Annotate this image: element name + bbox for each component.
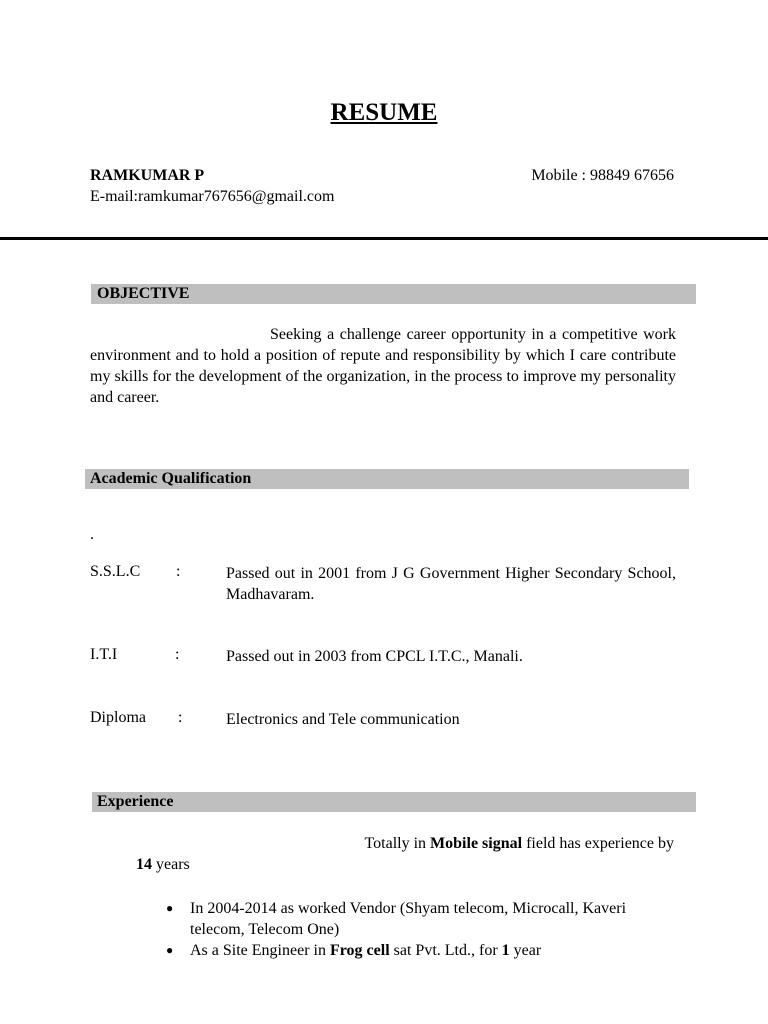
- experience-heading: Experience: [92, 792, 696, 812]
- item-company: Frog cell: [329, 942, 390, 959]
- qualification-colon: :: [176, 563, 181, 580]
- item-prefix: As a Site Engineer in: [190, 942, 330, 959]
- objective-heading: OBJECTIVE: [91, 284, 696, 304]
- qualification-label: S.S.L.C: [90, 563, 141, 580]
- mobile-line: [531, 167, 674, 185]
- qualification-value: Passed out in 2001 from J G Government Higher Secondary School, Madhavaram.: [226, 565, 676, 603]
- header-divider: [0, 237, 768, 240]
- qualification-colon: :: [175, 646, 180, 663]
- qualification-colon: :: [178, 709, 183, 726]
- qualification-label: Diploma: [90, 709, 146, 726]
- item-suffix: year: [509, 942, 542, 959]
- objective-paragraph: [90, 324, 676, 408]
- academic-heading: Academic Qualification: [85, 469, 689, 489]
- summary-prefix: Totally in: [364, 835, 431, 852]
- years-number: 14: [136, 856, 152, 873]
- list-item-text: In 2004-2014 as worked Vendor (Shyam telecom, Microcall, Kaveri telecom, Telecom One): [190, 900, 627, 938]
- summary-field: Mobile signal: [430, 835, 523, 852]
- academic-marker: .: [90, 526, 94, 543]
- qualification-value: Electronics and Tele communication: [226, 711, 460, 728]
- objective-text: Seeking a challenge career opportunity in a competitive work environment and to hold a position of repute and responsibility by which I care contribute my skills for the development of the organization, in the process to improve my personality and career.: [90, 326, 676, 406]
- resume-title: RESUME: [330, 99, 438, 126]
- bullet-icon: ●: [166, 943, 174, 957]
- experience-summary: [365, 835, 675, 853]
- candidate-name: RAMKUMAR P: [90, 167, 205, 184]
- item-duration: 1: [501, 942, 510, 959]
- mobile-number: 98849 67656: [590, 167, 674, 184]
- qualification-value: Passed out in 2003 from CPCL I.T.C., Manali.: [226, 648, 523, 665]
- email-line: E-mail:ramkumar767656@gmail.com: [90, 188, 335, 205]
- summary-suffix: field has experience by: [522, 835, 674, 852]
- item-middle: sat Pvt. Ltd., for: [389, 942, 502, 959]
- years-suffix: years: [152, 856, 190, 873]
- list-item: [166, 940, 680, 961]
- mobile-label: Mobile :: [531, 167, 586, 184]
- list-item: [166, 898, 680, 940]
- qualification-label: I.T.I: [90, 646, 118, 663]
- bullet-icon: ●: [166, 901, 174, 915]
- experience-years: [136, 856, 190, 874]
